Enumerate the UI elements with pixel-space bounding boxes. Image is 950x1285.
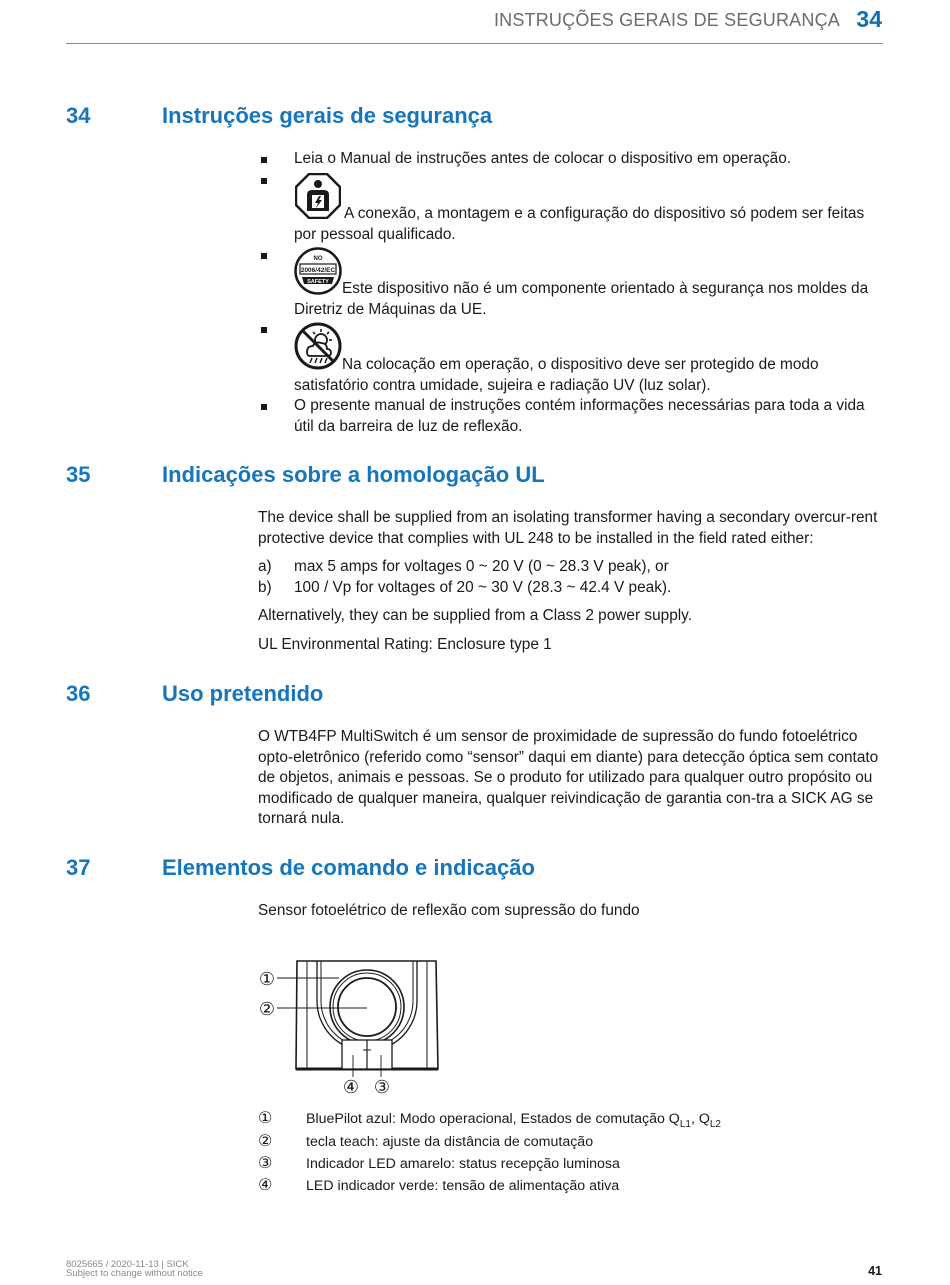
ul-item-b-label: b): [258, 579, 272, 596]
controls-intro: Sensor fotoelétrico de reflexão com supressão do fundo: [258, 902, 640, 919]
section-34-number: 34: [66, 103, 91, 128]
callout-2: ②: [258, 999, 276, 1020]
bullet-marker: [261, 404, 267, 410]
section-34-title: Instruções gerais de segurança: [162, 103, 493, 128]
running-header-title: INSTRUÇÕES GERAIS DE SEGURANÇA: [493, 10, 840, 30]
running-header-chapter: 34: [856, 6, 882, 32]
bullet-marker: [261, 157, 267, 163]
header-rule: [66, 43, 883, 44]
sensor-diagram: [255, 955, 445, 1105]
footer-notice: Subject to change without notice: [66, 1268, 203, 1279]
legend-mark-2: ②: [258, 1133, 273, 1150]
safety-bullet-5: O presente manual de instruções contém informações necessárias para toda a vida útil da barreira de luz de reflexão.: [294, 397, 865, 435]
legend-text-2: tecla teach: ajuste da distância de comutação: [306, 1134, 594, 1150]
bullet-marker: [261, 327, 267, 333]
legend-mark-4: ④: [258, 1177, 273, 1194]
footer-doc-id: 8025665 / 2020-11-13 | SICK: [66, 1259, 189, 1270]
section-37-title: Elementos de comando e indicação: [162, 855, 535, 880]
safety-bullet-1: Leia o Manual de instruções antes de colocar o dispositivo em operação.: [294, 150, 792, 167]
ul-paragraph-3: UL Environmental Rating: Enclosure type 1: [258, 636, 552, 653]
legend-mark-1: ①: [258, 1110, 273, 1127]
safety-bullet-3: Este dispositivo não é um componente orientado à segurança nos moldes da Diretriz de Máquinas da UE.: [294, 280, 869, 318]
ul-item-a-label: a): [258, 558, 272, 575]
section-35-number: 35: [66, 462, 91, 487]
section-35-title: Indicações sobre a homologação UL: [162, 462, 545, 487]
legend-text-1: BluePilot azul: Modo operacional, Estados de comutação $Q_{L1}$, $Q_{L2}$: [306, 1111, 721, 1130]
icon-directive-label: 2006/42/EC: [300, 267, 336, 274]
legend-text-3: Indicador LED amarelo: status recepção luminosa: [306, 1156, 620, 1172]
safety-bullet-4: Na colocação em operação, o dispositivo deve ser protegido de modo satisfatório contra umidade, sujeira e radiação UV (luz solar).: [294, 356, 819, 394]
callout-3: ③: [373, 1077, 391, 1098]
legend-mark-3: ③: [258, 1155, 273, 1172]
intended-use-paragraph: O WTB4FP MultiSwitch é um sensor de proximidade de supressão do fundo fotoelétrico opto-eletrônico (referido como “sensor” daqui em diante) para detecção óptica sem contato de objetos, animais e pessoas. Se o produto for utilizado para qualquer outro propósito ou modificado de qualquer maneira, qualquer reivindicação de garantia con-tra a SICK AG se tornará nula.: [258, 728, 879, 827]
section-36-number: 36: [66, 681, 91, 706]
callout-1: ①: [258, 969, 276, 990]
ul-paragraph-2: Alternatively, they can be supplied from a Class 2 power supply.: [258, 607, 693, 624]
bullet-marker: [261, 253, 267, 259]
footer-info: [66, 1260, 203, 1278]
callout-4: ④: [342, 1077, 360, 1098]
page-number: 41: [868, 1264, 882, 1278]
icon-no-label: NO: [313, 256, 323, 262]
section-37-number: 37: [66, 855, 91, 880]
icon-safety-label: SAFETY: [307, 279, 329, 285]
section-36-title: Uso pretendido: [162, 681, 324, 706]
legend-text-4: LED indicador verde: tensão de alimentação ativa: [306, 1178, 620, 1194]
ul-item-b-text: 100 / Vp for voltages of 20 ~ 30 V (28.3 ~ 42.4 V peak).: [294, 579, 672, 596]
ul-item-a-text: max 5 amps for voltages 0 ~ 20 V (0 ~ 28.3 V peak), or: [294, 558, 669, 575]
bullet-marker: [261, 178, 267, 184]
ul-paragraph-1: The device shall be supplied from an isolating transformer having a secondary overcur-rent protective device that complies with UL 248 to be installed in the field rated either:: [258, 509, 878, 547]
safety-bullet-2: A conexão, a montagem e a configuração do dispositivo só podem ser feitas por pessoal qualificado.: [294, 205, 865, 243]
